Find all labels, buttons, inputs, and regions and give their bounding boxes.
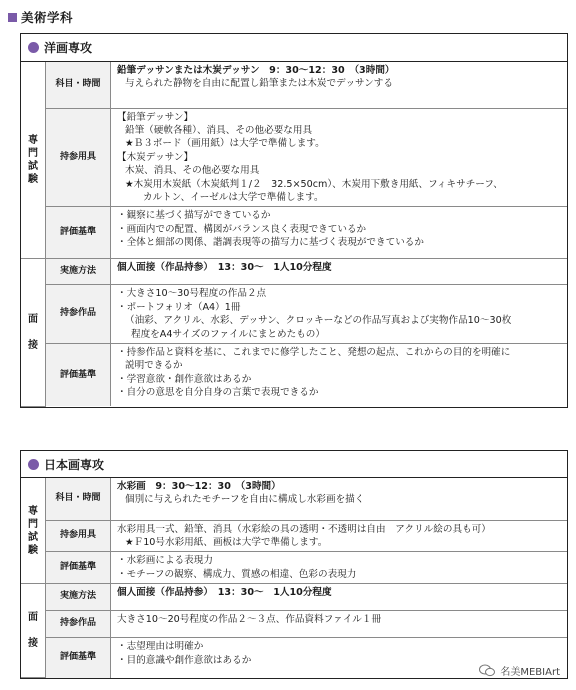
row-label: 科目・時間: [46, 62, 111, 108]
table-row: [21, 584, 567, 611]
table-row: [21, 207, 567, 259]
circle-bullet-icon: [28, 42, 39, 53]
row-label: 評価基準: [46, 552, 111, 584]
row-label: 評価基準: [46, 638, 111, 678]
section-yoga: [20, 33, 568, 408]
row-label: 評価基準: [46, 207, 111, 259]
row-group-label: 面 接: [21, 259, 46, 407]
watermark: [477, 663, 562, 678]
content-line: 大きさ10～20号程度の作品２～３点、作品資料ファイル１冊: [117, 614, 382, 626]
row-content: [111, 259, 568, 285]
row-content: [111, 343, 568, 406]
table-row: [21, 343, 567, 406]
section-title-text: 洋画専攻: [44, 41, 93, 55]
content-line: 与えられた静物を自由に配置し鉛筆または木炭でデッサンする: [125, 78, 393, 90]
table-row: [21, 552, 567, 584]
content-line: ・志望理由は明確か: [117, 641, 204, 653]
row-label: 持参作品: [46, 611, 111, 638]
row-content: [111, 62, 568, 108]
square-bullet-icon: [8, 13, 17, 22]
content-line: 個別に与えられたモチーフを自由に構成し水彩画を描く: [125, 494, 365, 506]
row-group-label: 面 接: [21, 584, 46, 678]
table-row: [21, 108, 567, 207]
content-line: 鉛筆デッサンまたは木炭デッサン 9：30～12：30 （3時間）: [117, 65, 395, 76]
watermark-text: 名美MEBIArt: [500, 667, 560, 678]
content-line: ・自分の意思を自分自身の言葉で表現できるか: [117, 387, 319, 399]
table-row: [21, 611, 567, 638]
content-line: ・学習意欲・創作意欲はあるか: [117, 373, 252, 385]
section-title: [21, 451, 567, 478]
content-line: ・大きさ10～30号程度の作品２点: [117, 288, 267, 300]
content-line: ・画面内での配置、構図がバランス良く表現できているか: [117, 223, 367, 235]
row-content: [111, 552, 568, 584]
row-label: 評価基準: [46, 343, 111, 406]
row-content: [111, 207, 568, 259]
content-line: 程度をA4サイズのファイルにまとめたもの）: [131, 328, 325, 340]
content-line: 個人面接（作品持参） 13：30～ 1人10分程度: [117, 262, 332, 274]
row-group-label: 専 門 試 験: [21, 478, 46, 584]
exam-table: [21, 478, 567, 678]
row-content: [111, 611, 568, 638]
content-line: ★Ｆ10号水彩用紙、画板は大学で準備します。: [125, 536, 328, 548]
row-label: 実施方法: [46, 584, 111, 611]
content-line: ★Ｂ３ボード（画用紙）は大学で準備します。: [125, 138, 325, 150]
content-line: 水彩用具一式、鉛筆、消具（水彩絵の具の透明・不透明は自由 アクリル絵の具も可）: [117, 523, 491, 535]
content-line: 個人面接（作品持参） 13：30～ 1人10分程度: [117, 587, 332, 599]
content-line: 木炭、消具、その他必要な用具: [125, 165, 260, 177]
content-line: ・水彩画による表現力: [117, 555, 213, 567]
content-line: ・ポートフォリオ（A4）1冊: [117, 301, 241, 313]
exam-table: [21, 62, 567, 407]
section-title-text: 日本画専攻: [44, 457, 105, 472]
content-line: 【木炭デッサン】: [117, 151, 194, 163]
row-content: [111, 520, 568, 552]
content-line: カルトン、イーゼルは大学で準備します。: [143, 191, 324, 203]
table-row: [21, 478, 567, 520]
content-line: 水彩画 9：30～12：30 （3時間）: [117, 481, 281, 492]
row-label: 持参用具: [46, 108, 111, 207]
content-line: ・モチーフの観察、構成力、質感の相違、色彩の表現力: [117, 568, 357, 580]
row-group-label: 専 門 試 験: [21, 62, 46, 259]
content-line: ・全体と細部の関係、諧調表現等の描写力に基づく表現ができているか: [117, 237, 424, 249]
content-line: 鉛筆（硬軟各種）、消具、その他必要な用具: [125, 124, 313, 136]
content-line: ・目的意識や創作意欲はあるか: [117, 654, 252, 666]
content-line: ・観察に基づく描写ができているか: [117, 210, 271, 222]
content-line: 【鉛筆デッサン】: [117, 111, 194, 123]
table-row: [21, 259, 567, 285]
circle-bullet-icon: [28, 459, 39, 470]
row-content: [111, 285, 568, 344]
content-line: （油彩、アクリル、水彩、デッサン、クロッキーなどの作品写真および実物作品10～30枚: [125, 315, 512, 327]
table-row: [21, 520, 567, 552]
row-label: 科目・時間: [46, 478, 111, 520]
section-nihonga: [20, 450, 568, 679]
content-line: ★木炭用木炭紙（木炭紙判１/２ 32.5×50cm）、木炭用下敷き用紙、フィキサチーフ、: [125, 178, 503, 190]
content-line: ・持参作品と資料を基に、これまでに修学したこと、発想の起点、これからの目的を明確に: [117, 346, 511, 358]
row-content: [111, 478, 568, 520]
content-line: 説明できるか: [125, 360, 183, 372]
page-heading: [8, 8, 73, 26]
page-title: 美術学科: [21, 10, 74, 25]
section-title: [21, 34, 567, 62]
chat-bubble-icon: [479, 664, 495, 677]
row-content: [111, 584, 568, 611]
row-label: 持参作品: [46, 285, 111, 344]
table-row: [21, 62, 567, 108]
row-label: 実施方法: [46, 259, 111, 285]
table-row: [21, 285, 567, 344]
row-label: 持参用具: [46, 520, 111, 552]
row-content: [111, 108, 568, 207]
